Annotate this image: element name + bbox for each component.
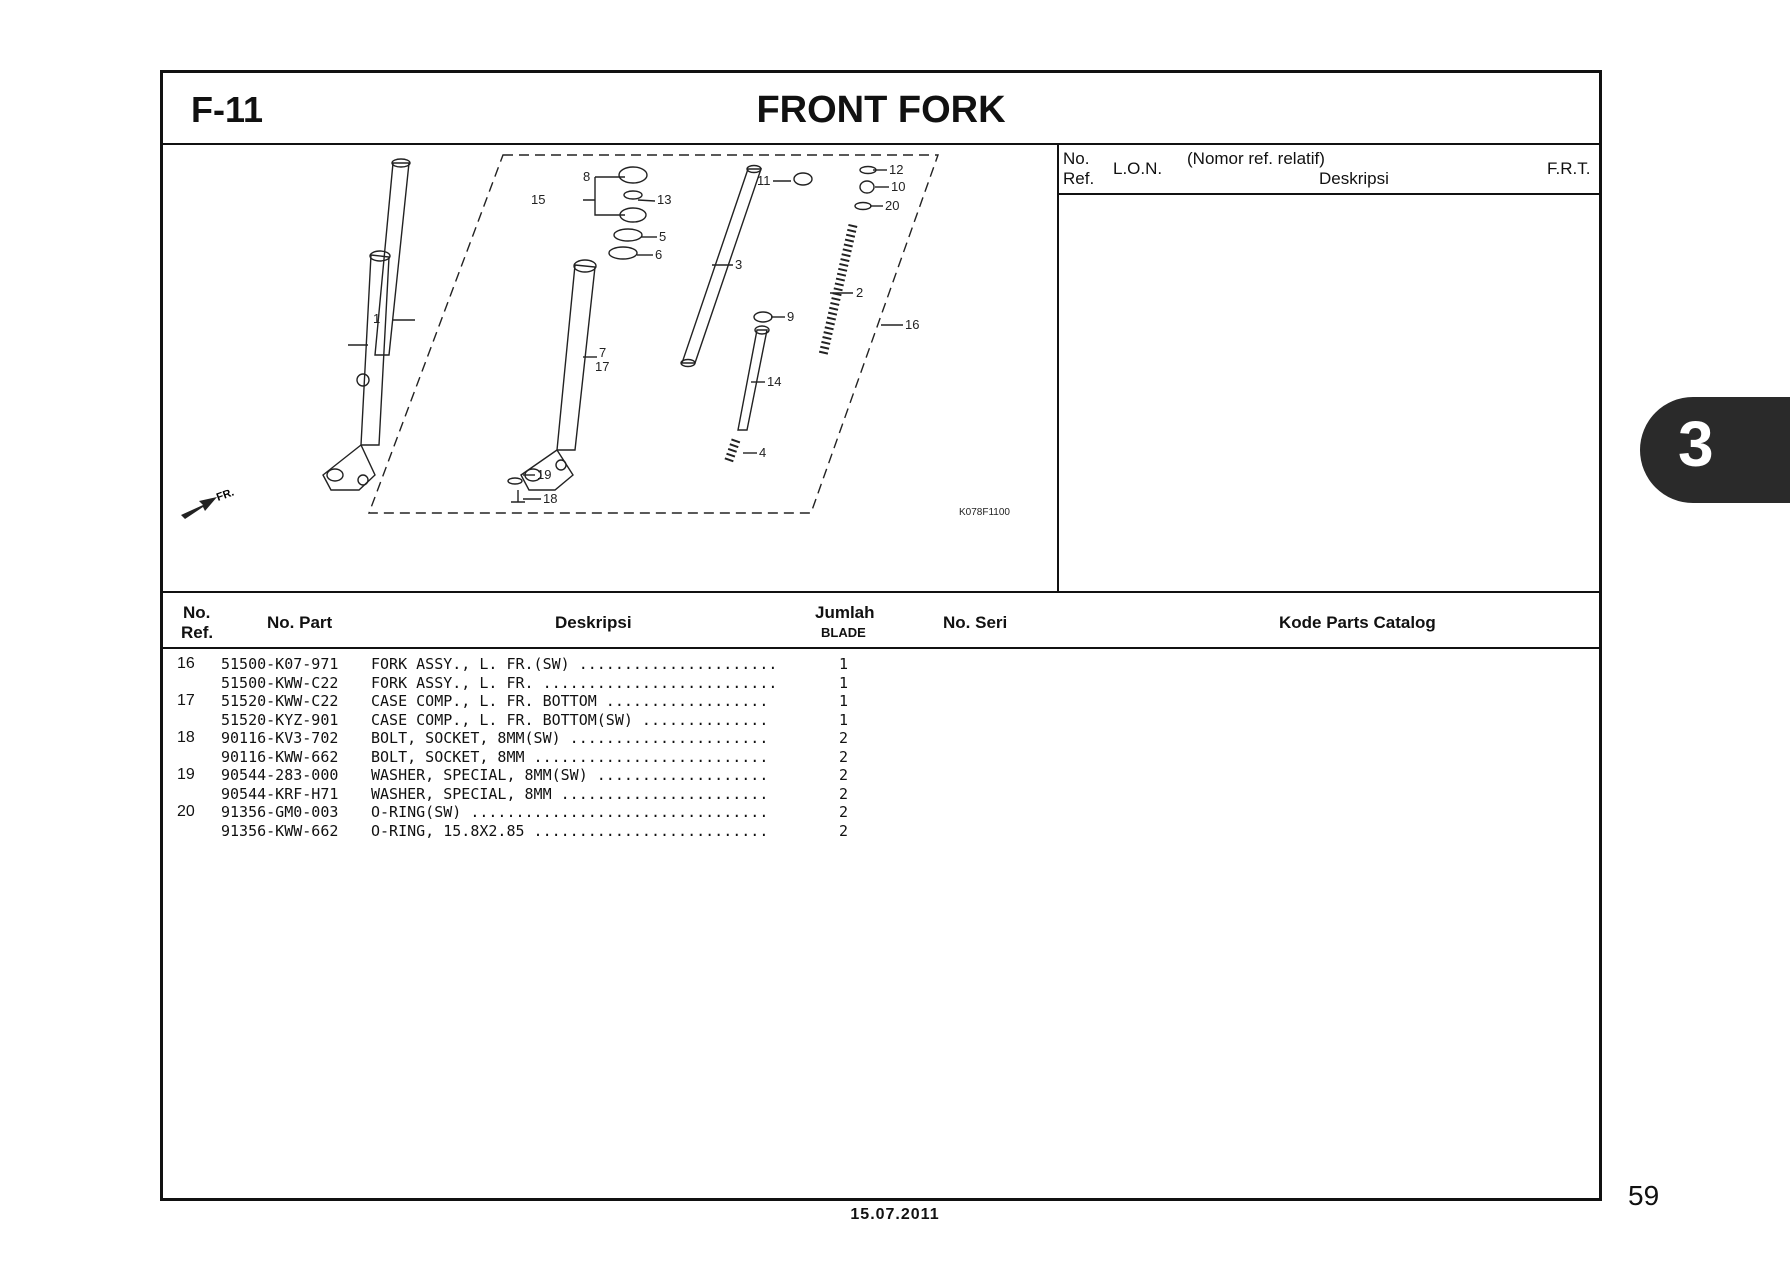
callout-19: 19 <box>537 467 552 482</box>
rebound-spring-drawing <box>728 440 736 463</box>
page-number: 59 <box>1628 1180 1660 1211</box>
row-part-number: 90544-283-000 <box>221 766 339 784</box>
callout-13: 13 <box>657 192 672 207</box>
chapter-number: 3 <box>1678 408 1714 480</box>
callout-5: 5 <box>659 229 667 244</box>
row-quantity: 2 <box>839 784 849 803</box>
callout-18: 18 <box>543 491 558 506</box>
parts-table-header <box>163 603 1599 655</box>
row-description: FORK ASSY., L. FR. .......................... <box>371 673 778 692</box>
row-quantity: 1 <box>839 692 849 710</box>
table-row <box>163 692 1599 710</box>
page-title: FRONT FORK <box>756 89 1006 131</box>
row-ref: 18 <box>177 729 195 746</box>
row-part-number: 91356-GM0-003 <box>221 803 339 821</box>
frt-label: F.R.T. <box>1547 159 1591 178</box>
ref-deskripsi-label: Deskripsi <box>1319 169 1389 188</box>
fork-pipe-drawing <box>681 166 761 367</box>
table-row <box>163 748 1599 766</box>
col-seri-label: No. Seri <box>943 613 1008 632</box>
callout-2: 2 <box>856 285 864 300</box>
callout-15: 15 <box>531 192 546 207</box>
callout-6: 6 <box>655 247 663 262</box>
row-part-number: 90116-KWW-662 <box>221 747 339 766</box>
row-part-number: 51520-KYZ-901 <box>221 710 339 729</box>
table-row <box>163 766 1599 784</box>
callout-14: 14 <box>767 374 782 389</box>
row-ref: 16 <box>177 655 195 672</box>
callout-4: 4 <box>759 445 767 460</box>
row-description: FORK ASSY., L. FR.(SW) ...................... <box>371 655 778 673</box>
callout-20: 20 <box>885 198 900 213</box>
row-description: CASE COMP., L. FR. BOTTOM .................. <box>371 692 769 710</box>
row-description: BOLT, SOCKET, 8MM(SW) ...................... <box>371 729 769 747</box>
row-quantity: 2 <box>839 729 849 747</box>
row-description: WASHER, SPECIAL, 8MM ....................... <box>371 784 769 803</box>
row-quantity: 1 <box>839 655 849 673</box>
row-part-number: 51500-KWW-C22 <box>221 673 339 692</box>
row-ref: 17 <box>177 692 195 709</box>
front-direction-label: FR. <box>214 486 236 504</box>
row-part-number: 91356-KWW-662 <box>221 821 339 840</box>
table-row <box>163 729 1599 747</box>
table-row <box>163 711 1599 729</box>
fork-spring-drawing <box>823 225 853 355</box>
callout-16: 16 <box>905 317 920 332</box>
row-description: BOLT, SOCKET, 8MM .......................... <box>371 747 769 766</box>
row-description: O-RING, 15.8X2.85 .......................... <box>371 821 769 840</box>
ref-ref-label: Ref. <box>1063 169 1095 188</box>
bottom-case-drawing <box>521 260 596 490</box>
row-quantity: 2 <box>839 766 849 784</box>
table-row <box>163 803 1599 821</box>
dust-seal-drawing <box>619 167 647 183</box>
divider <box>1057 143 1059 593</box>
row-quantity: 1 <box>839 710 849 729</box>
publication-date: 15.07.2011 <box>850 1206 940 1223</box>
row-description: CASE COMP., L. FR. BOTTOM(SW) .............. <box>371 710 769 729</box>
table-row <box>163 822 1599 840</box>
figure-code: K078F1100 <box>959 507 1010 518</box>
callout-9: 9 <box>787 309 795 324</box>
col-deskripsi-label: Deskripsi <box>555 613 632 632</box>
callout-10: 10 <box>891 179 906 194</box>
row-quantity: 2 <box>839 747 849 766</box>
table-row <box>163 655 1599 673</box>
row-quantity: 2 <box>839 803 849 821</box>
callout-12: 12 <box>889 162 904 177</box>
divider <box>1057 193 1599 195</box>
row-part-number: 51520-KWW-C22 <box>221 692 339 710</box>
callout-3: 3 <box>735 257 743 272</box>
row-description: O-RING(SW) ................................. <box>371 803 769 821</box>
col-blade-label: BLADE <box>821 625 866 640</box>
callout-8: 8 <box>583 169 591 184</box>
piston-drawing <box>738 330 767 430</box>
ref-no-label: No. <box>1063 149 1090 168</box>
chapter-tab <box>1640 397 1790 503</box>
front-direction-arrow <box>181 497 217 519</box>
row-ref: 20 <box>177 803 195 820</box>
callout-7: 7 <box>599 345 607 360</box>
row-part-number: 51500-K07-971 <box>221 655 339 673</box>
table-row <box>163 785 1599 803</box>
callout-11: 11 <box>757 173 771 188</box>
col-jumlah-label: Jumlah <box>815 603 875 622</box>
fork-assembly-drawing <box>323 159 410 490</box>
callout-17: 17 <box>595 359 610 374</box>
lon-label: L.O.N. <box>1113 159 1163 178</box>
col-part-label: No. Part <box>267 613 333 632</box>
row-part-number: 90116-KV3-702 <box>221 729 339 747</box>
exploded-view-box <box>369 155 938 513</box>
row-ref: 19 <box>177 766 195 783</box>
col-no-label: No. <box>183 603 211 622</box>
row-description: WASHER, SPECIAL, 8MM(SW) ................... <box>371 766 769 784</box>
nomor-ref-label: (Nomor ref. relatif) <box>1187 149 1325 168</box>
exploded-parts-diagram <box>163 145 1057 593</box>
row-quantity: 1 <box>839 673 849 692</box>
row-part-number: 90544-KRF-H71 <box>221 784 339 803</box>
col-kode-label: Kode Parts Catalog <box>1279 613 1436 632</box>
col-ref-label: Ref. <box>181 623 214 642</box>
callout-1: 1 <box>373 311 381 326</box>
table-row <box>163 674 1599 692</box>
catalog-page-frame <box>160 70 1602 1201</box>
section-code: F-11 <box>191 89 264 130</box>
row-quantity: 2 <box>839 821 849 840</box>
